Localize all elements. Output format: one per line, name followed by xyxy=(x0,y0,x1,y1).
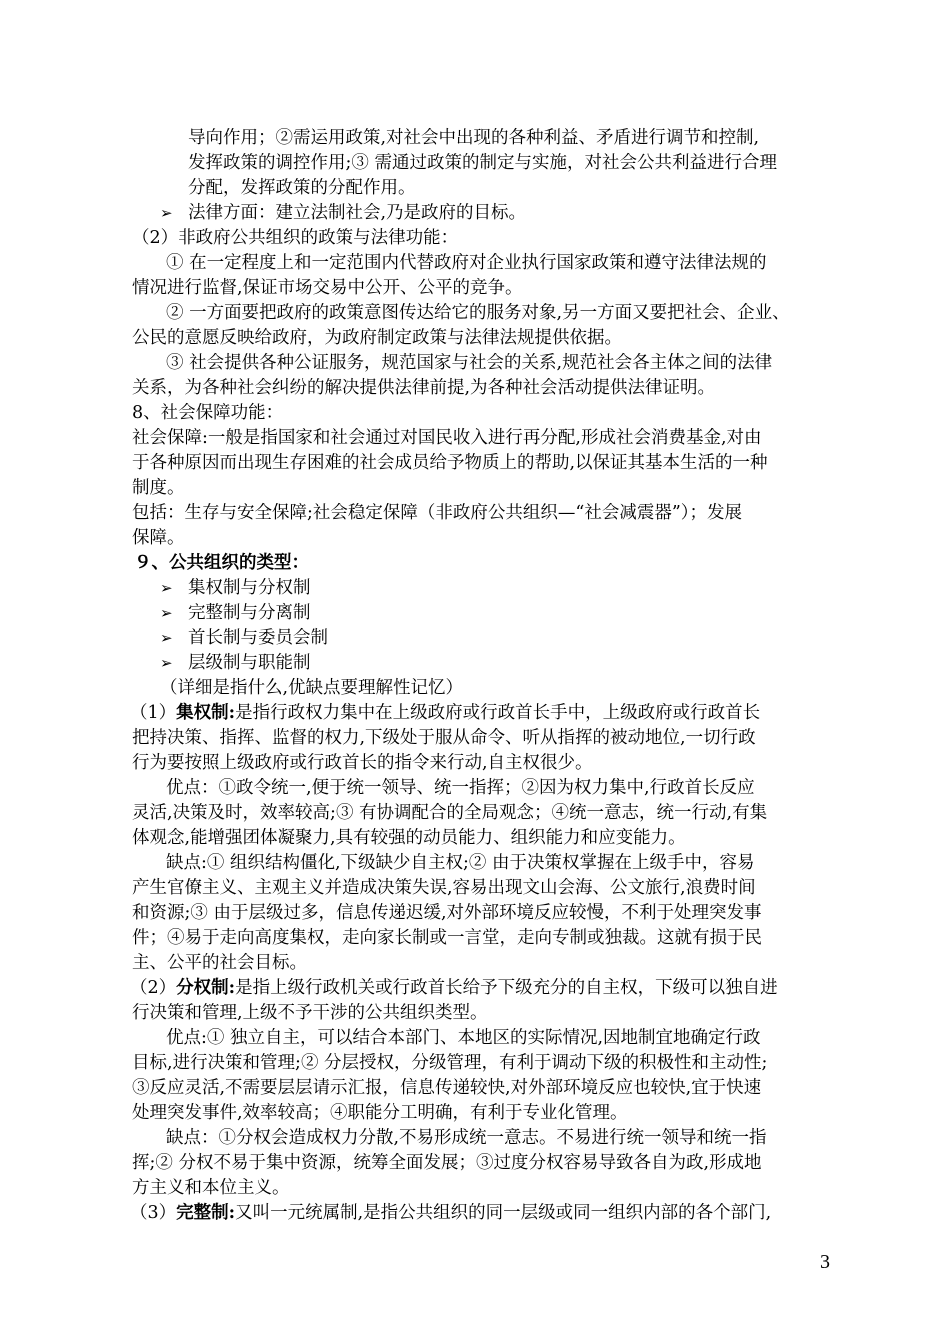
bullet-item: 集权制与分权制 xyxy=(188,578,311,598)
term-heading: 集权制: xyxy=(176,703,236,723)
text-line: 缺点:① 组织结构僵化,下级缺少自主权;② 由于决策权掌握在上级手中，容易 xyxy=(166,853,755,873)
text-line: ① 在一定程度上和一定范围内代替政府对企业执行国家政策和遵守法律法规的 xyxy=(166,253,767,273)
text-line: 关系，为各种社会纠纷的解决提供法律前提,为各种社会活动提供法律证明。 xyxy=(132,378,716,398)
text-line: 挥;② 分权不易于集中资源，统筹全面发展；③过度分权容易导致各自为政,形成地 xyxy=(132,1153,762,1173)
section-heading: 8、社会保障功能： xyxy=(132,403,284,423)
page-number: 3 xyxy=(820,1251,830,1273)
term-definition: 是指行政权力集中在上级政府或行政首长手中，上级政府或行政首长 xyxy=(235,703,761,723)
text-line: 分配，发挥政策的分配作用。 xyxy=(188,178,416,198)
text-line: 目标,进行决策和管理;② 分层授权，分级管理，有利于调动下级的积极性和主动性; xyxy=(132,1053,768,1073)
text-line: 产生官僚主义、主观主义并造成决策失误,容易出现文山会海、公文旅行,浪费时间 xyxy=(132,878,756,898)
text-line: 行为要按照上级政府或行政首长的指令来行动,自主权很少。 xyxy=(132,753,593,773)
text-line: 导向作用；②需运用政策,对社会中出现的各种利益、矛盾进行调节和控制, xyxy=(188,128,760,148)
text-line: 行决策和管理,上级不予干涉的公共组织类型。 xyxy=(132,1003,488,1023)
text-line: 处理突发事件,效率较高；④职能分工明确，有利于专业化管理。 xyxy=(132,1103,628,1123)
text-line: ③反应灵活,不需要层层请示汇报，信息传递较快,对外部环境反应也较快,宜于快速 xyxy=(132,1078,762,1098)
text-line: 情况进行监督,保证市场交易中公开、公平的竞争。 xyxy=(132,278,523,298)
text-line: 灵活,决策及时，效率较高;③ 有协调配合的全局观念；④统一意志，统一行动,有集 xyxy=(132,803,768,823)
bullet-arrow-icon: ➢ xyxy=(160,629,173,647)
text-line: 方主义和本位主义。 xyxy=(132,1178,290,1198)
text-line xyxy=(130,1201,771,1225)
bullet-item: 法律方面：建立法制社会,乃是政府的目标。 xyxy=(188,203,527,223)
text-line: 和资源;③ 由于层级过多，信息传递迟缓,对外部环境反应较慢，不利于处理突发事 xyxy=(132,903,762,923)
text-line: 把持决策、指挥、监督的权力,下级处于服从命令、听从指挥的被动地位,一切行政 xyxy=(132,728,756,748)
text-line: 件；④易于走向高度集权，走向家长制或一言堂，走向专制或独裁。这就有损于民 xyxy=(132,928,762,948)
bullet-arrow-icon: ➢ xyxy=(160,204,173,222)
text-line: 制度。 xyxy=(132,478,185,498)
note-line: （详细是指什么,优缺点要理解性记忆） xyxy=(160,678,464,698)
text-line: ③ 社会提供各种公证服务，规范国家与社会的关系,规范社会各主体之间的法律 xyxy=(166,353,773,373)
text-line xyxy=(130,976,778,1000)
term-definition: 是指上级行政机关或行政首长给予下级充分的自主权，下级可以独自进 xyxy=(235,978,778,998)
text-line: 于各种原因而出现生存困难的社会成员给予物质上的帮助,以保证其基本生活的一种 xyxy=(132,453,768,473)
text-line: 社会保障:一般是指国家和社会通过对国民收入进行再分配,形成社会消费基金,对由 xyxy=(132,428,762,448)
bullet-arrow-icon: ➢ xyxy=(160,579,173,597)
term-heading: 分权制: xyxy=(176,978,236,998)
text-line: ② 一方面要把政府的政策意图传达给它的服务对象,另一方面又要把社会、企业、 xyxy=(166,303,790,323)
text-line: 主、公平的社会目标。 xyxy=(132,953,307,973)
text-line: 优点:① 独立自主，可以结合本部门、本地区的实际情况,因地制宜地确定行政 xyxy=(166,1028,761,1048)
item-number: （1） xyxy=(130,703,177,723)
term-definition: 又叫一元统属制,是指公共组织的同一层级或同一组织内部的各个部门, xyxy=(235,1203,772,1223)
section-heading: （2）非政府公共组织的政策与法律功能： xyxy=(132,228,459,248)
item-number: （3） xyxy=(130,1203,177,1223)
bullet-item: 首长制与委员会制 xyxy=(188,628,328,648)
section-heading: ９、公共组织的类型： xyxy=(134,553,309,573)
item-number: （2） xyxy=(130,978,177,998)
term-heading: 完整制: xyxy=(176,1203,236,1223)
text-line: 缺点：①分权会造成权力分散,不易形成统一意志。不易进行统一领导和统一指 xyxy=(166,1128,767,1148)
bullet-arrow-icon: ➢ xyxy=(160,654,173,672)
text-line: 保障。 xyxy=(132,528,185,548)
text-line: 公民的意愿反映给政府，为政府制定政策与法律法规提供依据。 xyxy=(132,328,622,348)
text-line xyxy=(130,701,760,725)
text-line: 优点：①政令统一,便于统一领导、统一指挥；②因为权力集中,行政首长反应 xyxy=(166,778,755,798)
text-line: 发挥政策的调控作用;③ 需通过政策的制定与实施，对社会公共利益进行合理 xyxy=(188,153,777,173)
text-line: 体观念,能增强团体凝聚力,具有较强的动员能力、组织能力和应变能力。 xyxy=(132,828,686,848)
text-line: 包括：生存与安全保障;社会稳定保障（非政府公共组织—“社会减震器”）；发展 xyxy=(132,503,743,523)
bullet-item: 完整制与分离制 xyxy=(188,603,311,623)
bullet-arrow-icon: ➢ xyxy=(160,604,173,622)
bullet-item: 层级制与职能制 xyxy=(188,653,311,673)
